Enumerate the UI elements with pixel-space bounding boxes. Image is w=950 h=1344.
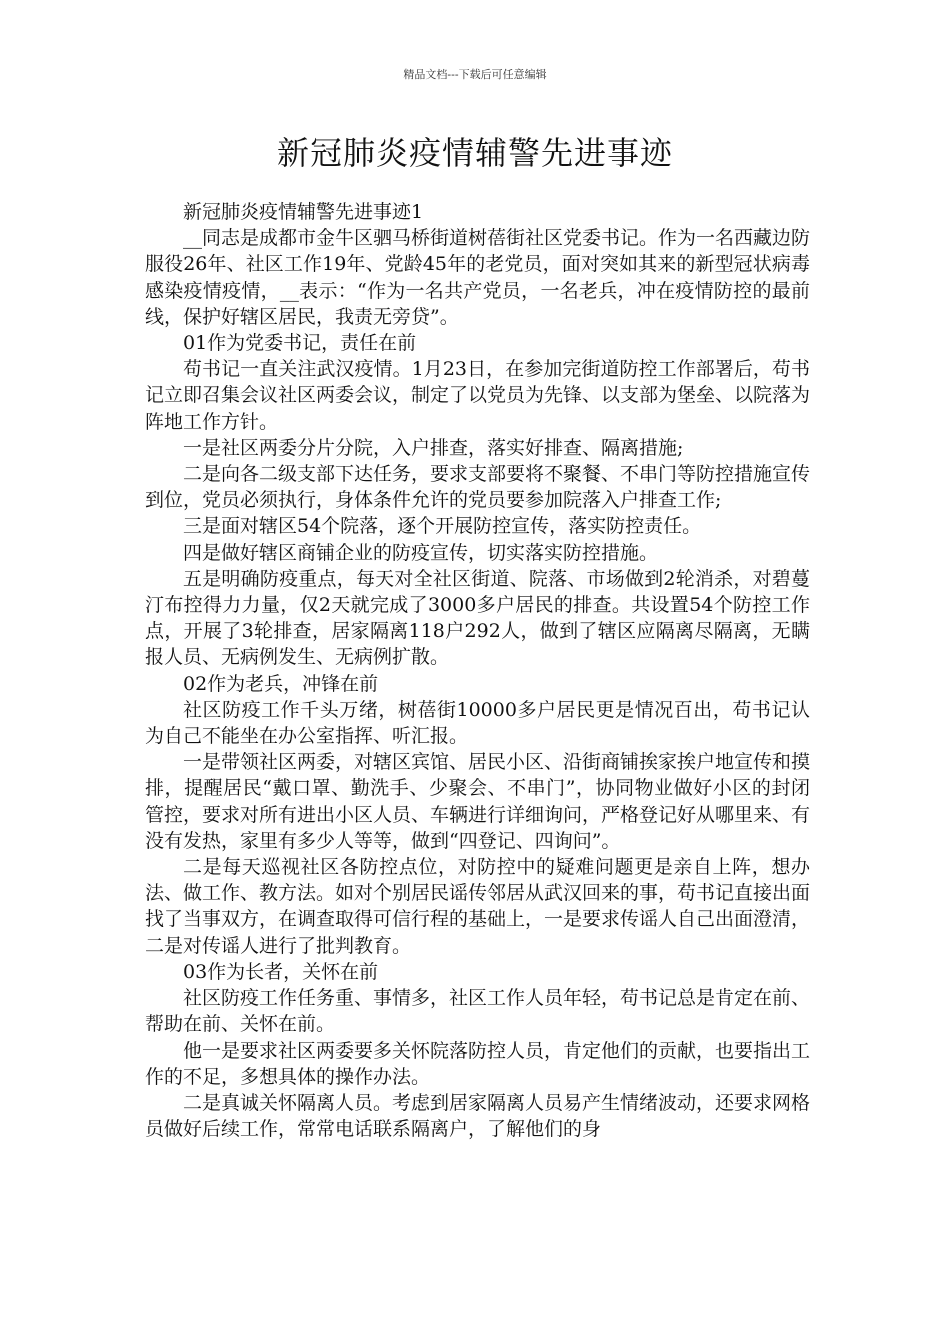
- section-heading: 01作为党委书记，责任在前: [183, 332, 417, 355]
- paragraph: 一是带领社区两委，对辖区宾馆、居民小区、沿街商铺挨家挨户地宣传和摸排，提醒居民“戴口罩、勤洗手、少聚会、不串门”，协同物业做好小区的封闭管控，要求对所有进出小区人员、车辆进行详细询问，严格登记好从哪里来、有没有发热，家里有多少人等等，做到“四登记、四询问”。: [145, 751, 811, 852]
- document-title: 新冠肺炎疫情辅警先进事迹: [276, 134, 673, 172]
- header-note: 精品文档---下载后可任意编辑: [403, 68, 547, 81]
- paragraph: 一是社区两委分片分院，入户排查，落实好排查、隔离措施;: [183, 436, 684, 459]
- paragraph: 社区防疫工作任务重、事情多，社区工作人员年轻，苟书记总是肯定在前、帮助在前、关怀在前。: [145, 987, 811, 1036]
- paragraph: 二是真诚关怀隔离人员。考虑到居家隔离人员易产生情绪波动，还要求网格员做好后续工作，常常电话联系隔离户，了解他们的身: [145, 1091, 811, 1141]
- paragraph: 二是每天巡视社区各防控点位，对防控中的疑难问题更是亲自上阵，想办法、做工作、教方法。如对个别居民谣传邻居从武汉回来的事，苟书记直接出面找了当事双方，在调查取得可信行程的基础上，一是要求传谣人自己出面澄清，二是对传谣人进行了批判教育。: [145, 856, 811, 957]
- section-heading: 02作为老兵，冲锋在前: [183, 672, 379, 695]
- paragraph: __同志是成都市金牛区驷马桥街道树蓓街社区党委书记。作为一名西藏边防服役26年、社区工作19年、党龄45年的老党员，面对突如其来的新型冠状病毒感染疫情疫情，__表示：“作为一名共产党员，一名老兵，冲在疫情防控的最前线，保护好辖区居民，我责无旁贷”。: [145, 227, 811, 328]
- paragraph: 社区防疫工作千头万绪，树蓓街10000多户居民更是情况百出，苟书记认为自己不能坐在办公室指挥、听汇报。: [145, 698, 810, 748]
- document-body: [145, 199, 810, 1142]
- paragraph: 三是面对辖区54个院落，逐个开展防控宣传，落实防控责任。: [183, 515, 702, 538]
- paragraph: 苟书记一直关注武汉疫情。1月23日，在参加完街道防控工作部署后，苟书记立即召集会议社区两委会议，制定了以党员为先锋、以支部为堡垒、以院落为阵地工作方针。: [145, 358, 811, 433]
- paragraph: 五是明确防疫重点，每天对全社区街道、院落、市场做到2轮消杀，对碧蔓汀布控得力力量，仅2天就完成了3000多户居民的排查。共设置54个防控工作点，开展了3轮排查，居家隔离118户292人，做到了辖区应隔离尽隔离，无瞒报人员、无病例发生、无病例扩散。: [145, 567, 810, 669]
- paragraph: 新冠肺炎疫情辅警先进事迹1: [183, 201, 424, 223]
- paragraph: 二是向各二级支部下达任务，要求支部要将不聚餐、不串门等防控措施宣传到位，党员必须执行，身体条件允许的党员要参加院落入户排查工作;: [145, 463, 811, 512]
- section-heading: 03作为长者，关怀在前: [183, 960, 379, 983]
- paragraph: 四是做好辖区商铺企业的防疫宣传，切实落实防控措施。: [183, 541, 659, 564]
- paragraph: 他一是要求社区两委要多关怀院落防控人员，肯定他们的贡献，也要指出工作的不足，多想具体的操作办法。: [145, 1039, 811, 1088]
